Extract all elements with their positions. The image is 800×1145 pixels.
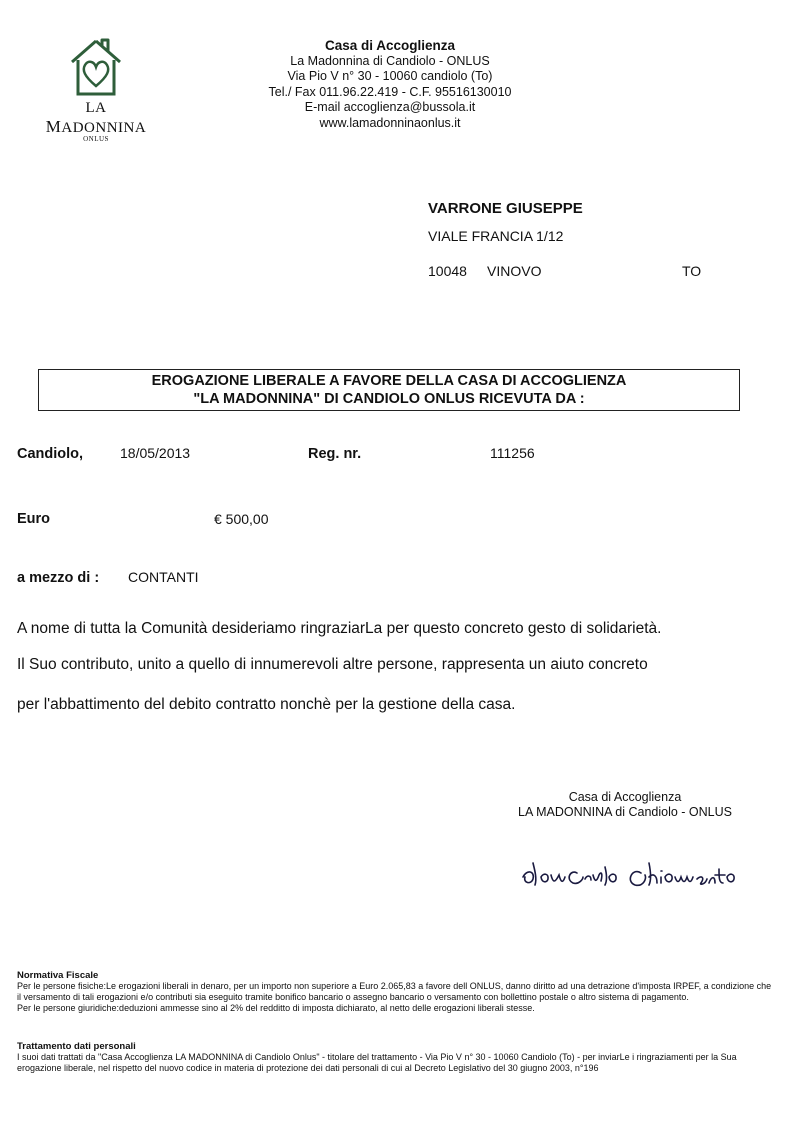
privacy-paragraph: I suoi dati trattati da "Casa Accoglienza LA MADONNINA di Candiolo Onlus" - titolare del trattamento - Via Pio V n° 30 - 10060 Candiolo (To) - per inviarLe i ringraziamenti per la Sua erogazione liberale, nel rispetto del nuovo codice in materia di protezione dei dati personali di cui al Decreto Legislativo del 30 giugno 2003, n°196 [17,1052,737,1073]
logo-name: LA MADONNINA [45,100,147,136]
organization-header [230,38,550,131]
fiscal-paragraph-1: Per le persone fisiche:Le erogazioni liberali in denaro, per un importo non superiore a Euro 2.065,83 a favore dell ONLUS, danno diritto ad una detrazione d'imposta IRPEF, a condizione che il versamento di tali erogazioni e/o contributi sia eseguito tramite bonifico bancario o assegno bancario o versamento con bollettino postale o altro sistema di pagamento. [17,981,772,1002]
privacy-title: Trattamento dati personali [17,1041,136,1052]
house-heart-icon [68,38,124,98]
signoff-line1: Casa di Accoglienza [568,790,682,804]
recipient-address: VIALE FRANCIA 1/12 [428,228,564,244]
thanks-line-1: A nome di tutta la Comunità desideriamo ringraziarLa per questo concreto gesto di solidarietà. [17,620,662,637]
org-address: Via Pio V n° 30 - 10060 candiolo (To) [287,69,493,83]
method-label: a mezzo di : [17,570,100,586]
fiscal-notes [17,970,777,1014]
euro-label: Euro [17,511,51,527]
receipt-title-line1: EROGAZIONE LIBERALE A FAVORE DELLA CASA DI ACCOGLIENZA [151,373,627,389]
org-title: Casa di Accoglienza [324,38,456,53]
reg-number: 111256 [490,445,535,461]
signoff-line2: LA MADONNINA di Candiolo - ONLUS [518,805,732,819]
privacy-notes [17,1041,777,1074]
thanks-line-3: per l'abbattimento del debito contratto nonchè per la gestione della casa. [17,696,516,713]
fiscal-paragraph-2: Per le persone giuridiche:deduzioni ammesse sino al 2% del redditto di imposta dichiarato, al netto delle erogazioni liberali stesse. [17,1003,535,1013]
recipient-province: TO [682,263,702,279]
place-label: Candiolo, [17,446,84,462]
receipt-title-box [38,369,740,411]
reg-label: Reg. nr. [308,446,362,462]
recipient-name: VARRONE GIUSEPPE [428,200,583,217]
logo [36,38,156,143]
org-website: www.lamadonninaonlus.it [319,115,461,130]
fiscal-title: Normativa Fiscale [17,970,99,981]
thanks-line-2: Il Suo contributo, unito a quello di innumerevoli altre persone, rappresenta un aiuto concreto [17,656,648,673]
logo-subtitle: ONLUS [83,135,109,143]
recipient-cap: 10048 [428,263,467,279]
date-value: 18/05/2013 [120,445,191,461]
signoff-block [500,790,750,820]
org-phone: Tel./ Fax 011.96.22.419 - C.F. 95516130010 [268,84,512,99]
handwritten-signature [515,855,745,895]
method-value: CONTANTI [128,569,199,585]
amount-value: € 500,00 [214,511,269,527]
receipt-title-line2: "LA MADONNINA" DI CANDIOLO ONLUS RICEVUTA DA : [193,391,585,407]
org-line: La Madonnina di Candiolo - ONLUS [290,53,490,68]
org-email: E-mail accoglienza@bussola.it [304,100,476,114]
recipient-city: VINOVO [487,263,542,279]
